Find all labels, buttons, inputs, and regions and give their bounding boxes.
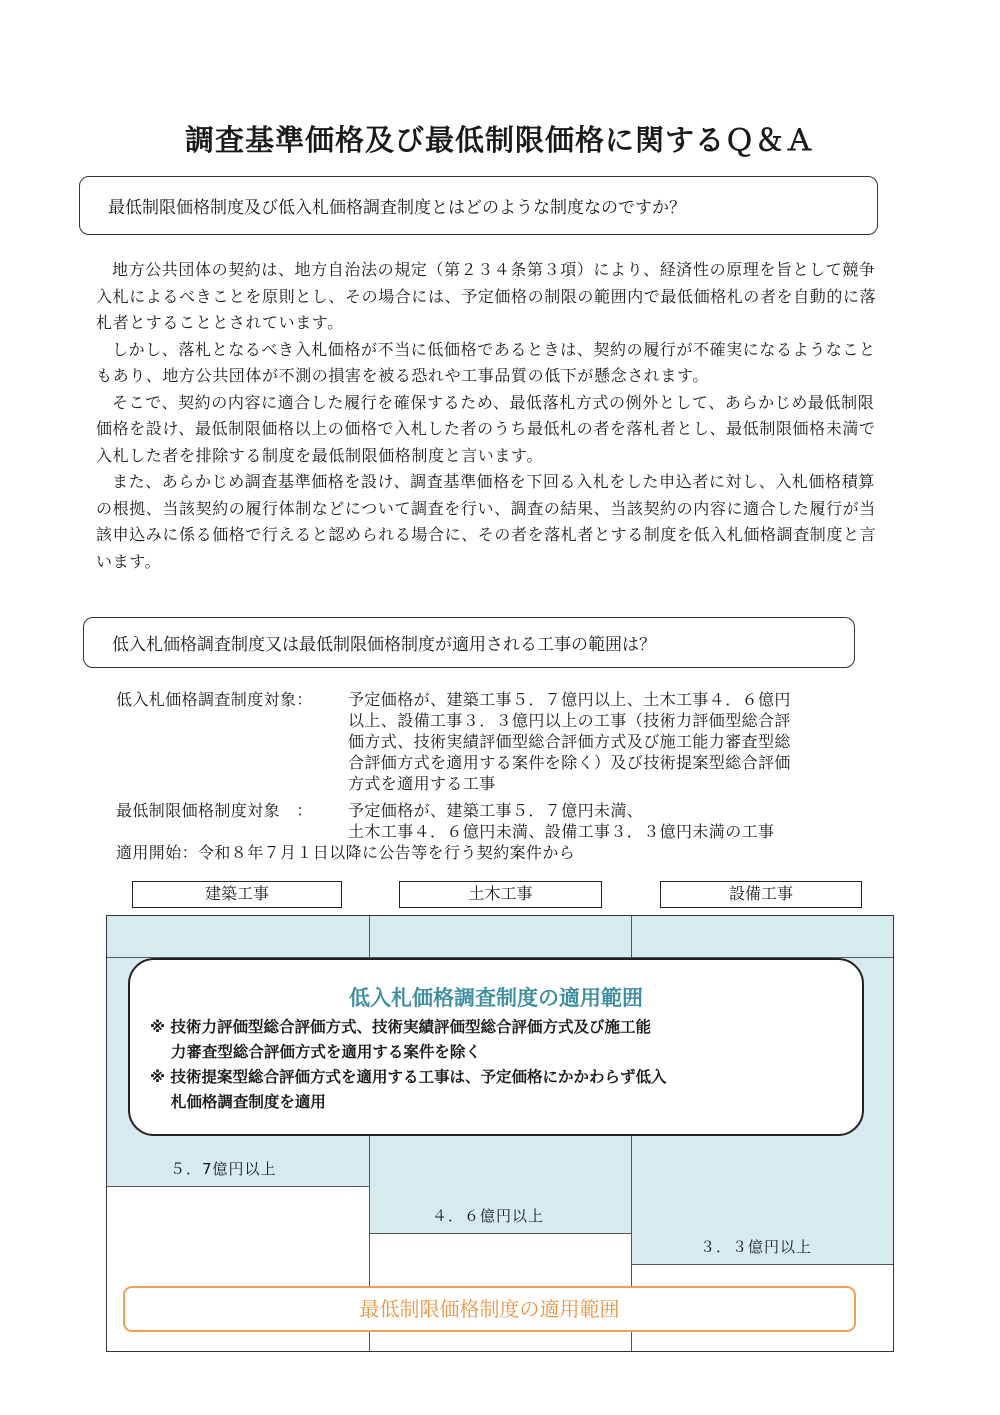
answer-paragraph: 地方公共団体の契約は、地方自治法の規定（第２３４条第３項）により、経済性の原理を旨として競争入札によるべきことを原則とし、その場合には、予定価格の制限の範囲内で最低価格札の者を自動的に落札者とすることとされています。: [96, 260, 877, 332]
scope-line: 土木工事４．６億円未満、設備工事３．３億円未満の工事: [348, 822, 775, 841]
start-date: 適用開始：令和８年７月１日以降に公告等を行う契約案件から: [116, 843, 576, 862]
scope-line: 合評価方式を適用する案件を除く）及び技術提案型総合評価: [348, 753, 791, 772]
scope-line: 以上、設備工事３．３億円以上の工事（技術力評価型総合評: [348, 711, 791, 730]
lowbid-scope-label: 低入札価格調査制度対象：: [116, 690, 313, 709]
scope-line: 予定価格が、建築工事５．７億円以上、土木工事４．６億円: [348, 690, 791, 709]
threshold-line-civil: [369, 1233, 631, 1234]
scope-line: 価方式、技術実績評価型総合評価方式及び施工能力審査型総: [348, 732, 791, 751]
note-line: ※ 技術提案型総合評価方式を適用する工事は、予定価格にかかわらず低入: [150, 1068, 667, 1086]
category-building: 建築工事: [132, 881, 342, 908]
note-line: 札価格調査制度を適用: [150, 1093, 326, 1111]
question-1-box: [79, 176, 878, 235]
question-1-text: 最低制限価格制度及び低入札価格調査制度とはどのような制度なのですか？: [108, 198, 686, 218]
answer-paragraph: そこで、契約の内容に適合した履行を確保するため、最低落札方式の例外として、あらかじめ最低制限価格を設け、最低制限価格以上の価格で入札した者のうち最低札の者を落札者とし、最低制限価格未満で入札した者を排除する制度を最低制限価格制度と言います。: [96, 392, 876, 465]
category-equipment: 設備工事: [660, 881, 862, 908]
answer-1: [96, 257, 886, 575]
threshold-civil: ４．６億円以上: [432, 1207, 545, 1225]
lowbid-scope-text: [348, 689, 888, 794]
scope-line: 予定価格が、建築工事５．７億円未満、: [348, 801, 644, 820]
note-line: 力審査型総合評価方式を適用する案件を除く: [150, 1043, 481, 1061]
minprice-scope-text: [348, 800, 888, 842]
question-2-text: 低入札価格調査制度又は最低制限価格制度が適用される工事の範囲は？: [112, 635, 656, 655]
lowbid-scope-title: 低入札価格調査制度の適用範囲: [349, 986, 643, 1010]
minprice-scope-box: 最低制限価格制度の適用範囲: [123, 1286, 856, 1332]
threshold-line-building: [107, 1186, 369, 1187]
minprice-scope-label: 最低制限価格制度対象 ：: [116, 801, 313, 820]
answer-paragraph: しかし、落札となるべき入札価格が不当に低価格であるときは、契約の履行が不確実になるようなこともあり、地方公共団体が不測の損害を被る恐れや工事品質の低下が懸念されます。: [96, 339, 876, 385]
note-line: ※ 技術力評価型総合評価方式、技術実績評価型総合評価方式及び施工能: [150, 1018, 651, 1036]
category-civil: 土木工事: [399, 881, 602, 908]
scope-line: 方式を適用する工事: [348, 774, 496, 793]
threshold-building: ５．7億円以上: [170, 1160, 277, 1178]
threshold-equipment: ３．３億円以上: [700, 1238, 813, 1256]
exclusion-notes: [150, 1015, 850, 1115]
question-2-box: [83, 617, 855, 668]
answer-paragraph: また、あらかじめ調査基準価格を設け、調査基準価格を下回る入札をした申込者に対し、入札価格積算の根拠、当該契約の履行体制などについて調査を行い、調査の結果、当該契約の内容に適合した履行が当該申込みに係る価格で行えると認められる場合に、その者を落札者とする制度を低入札価格調査制度と言います。: [96, 472, 877, 571]
page-title: 調査基準価格及び最低制限価格に関するＱ＆Ａ: [184, 123, 815, 157]
threshold-line-equipment: [631, 1264, 893, 1265]
